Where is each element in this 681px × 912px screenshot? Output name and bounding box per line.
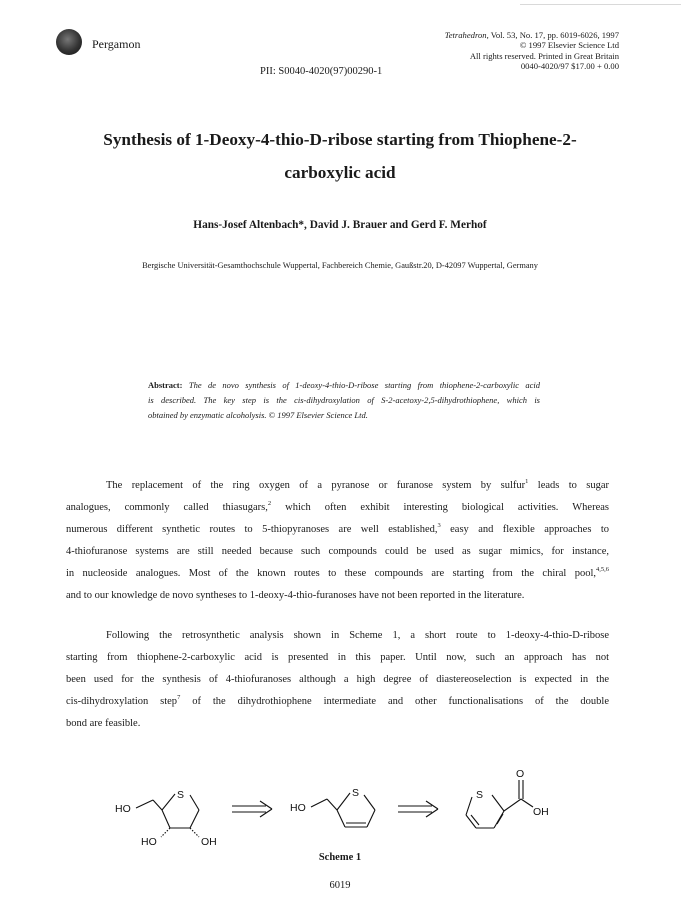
scheme-1-diagram — [0, 755, 681, 850]
paper-title-line-1: Synthesis of 1-Deoxy-4-thio-D-ribose starting from Thiophene-2- — [103, 130, 577, 149]
rights-line: All rights reserved. Printed in Great Britain — [469, 50, 619, 61]
abstract-line-2 — [148, 393, 540, 408]
page-number: 6019 — [329, 880, 351, 891]
publisher-logo-icon — [56, 29, 82, 55]
p1-text-2a: analogues, commonly called thiasugars, — [66, 502, 268, 513]
p2-line-1: Following the retrosynthetic analysis shown in Scheme 1, a short route to 1-deoxy-4-thio-D-ribose — [106, 630, 609, 641]
atom-label-oh-2: OH — [533, 806, 549, 818]
p2-line-2: starting from thiophene-2-carboxylic acid is presented in this paper. Until now, such an approach has not — [66, 652, 609, 663]
p1-text-1b: leads to sugar — [528, 480, 609, 491]
pii-identifier: PII: S0040-4020(97)00290-1 — [260, 66, 383, 77]
p1-text-3b: easy and flexible approaches to — [440, 524, 609, 535]
abstract-line-1 — [148, 378, 540, 393]
molecule-dihydrothiophene — [311, 793, 375, 827]
abstract-text-1: The de novo synthesis of 1-deoxy-4-thio-D-ribose starting from thiophene-2-carboxylic acid — [188, 380, 541, 390]
p1-line-5 — [66, 568, 609, 590]
journal-info — [445, 30, 619, 72]
p2-text-4b: of the dihydrothiophene intermediate and other functionalisations of the double — [180, 696, 609, 707]
molecule-thiophene-carboxylic-acid — [466, 780, 533, 828]
journal-details: , Vol. 53, No. 17, pp. 6019-6026, 1997 — [486, 30, 619, 40]
paragraph-1 — [66, 480, 609, 612]
issn-price-line: 0040-4020/97 $17.00 + 0.00 — [520, 61, 619, 72]
publisher-name: Pergamon — [92, 37, 141, 51]
p1-text-2b: which often exhibit interesting biological activities. Whereas — [271, 502, 609, 513]
p1-text-3a: numerous different synthetic routes to 5-thiopyranoses are well established, — [66, 524, 438, 535]
p1-line-3 — [66, 524, 609, 546]
ref-sup-1: 1 — [525, 478, 529, 485]
paragraph-2 — [66, 630, 609, 740]
abstract — [148, 378, 540, 423]
abstract-line-3 — [148, 408, 540, 423]
p1-line-6: and to our knowledge de novo syntheses to 1-deoxy-4-thio-furanoses have not been reported in the literature. — [66, 590, 525, 601]
p2-line-5: bond are feasible. — [66, 718, 141, 729]
retrosynthesis-arrow-2 — [398, 801, 438, 817]
copyright-line: © 1997 Elsevier Science Ltd — [519, 40, 619, 51]
atom-label-s-1: S — [177, 789, 185, 801]
molecule-thioribose — [136, 794, 199, 837]
p2-line-3: been used for the synthesis of 4-thiofuranoses although a high degree of diastereoselection is expected in the — [66, 674, 609, 685]
scheme-caption: Scheme 1 — [318, 852, 362, 863]
atom-label-ho-3: HO — [290, 802, 306, 814]
p1-line-1 — [66, 480, 609, 502]
p1-text-1a: The replacement of the ring oxygen of a pyranose or furanose system by sulfur — [106, 480, 526, 491]
atom-label-ho-2: HO — [141, 836, 157, 848]
atom-label-ho-1: HO — [115, 803, 131, 815]
p2-text-4a: cis-dihydroxylation step — [66, 696, 178, 707]
scheme-atom-labels — [115, 768, 549, 848]
atom-label-s-2: S — [352, 787, 360, 799]
ref-sup-7: 7 — [177, 694, 181, 701]
journal-name: Tetrahedron — [444, 30, 487, 40]
top-edge-rule — [520, 4, 681, 5]
abstract-label: Abstract: — [148, 380, 183, 390]
ref-sup-456: 4,5,6 — [596, 566, 609, 573]
ref-sup-3: 3 — [437, 522, 441, 529]
atom-label-oh-1: OH — [201, 836, 217, 848]
p1-line-4: 4-thiofuranose systems are still needed because such compounds could be used as sugar mimics, for instance, — [66, 546, 609, 557]
p1-line-2 — [66, 502, 609, 524]
p2-line-4 — [66, 696, 609, 718]
abstract-text-2: is described. The key step is the cis-dihydroxylation of S-2-acetoxy-2,5-dihydrothiophene, which is — [148, 395, 540, 405]
p1-text-5a: in nucleoside analogues. Most of the known routes to these compounds are starting from the chiral pool, — [66, 568, 596, 579]
authors: Hans-Josef Altenbach*, David J. Brauer and Gerd F. Merhof — [193, 219, 487, 231]
abstract-text-3: obtained by enzymatic alcoholysis. © 1997 Elsevier Science Ltd. — [148, 410, 368, 420]
retrosynthesis-arrow-1 — [232, 801, 272, 817]
paper-title-line-2: carboxylic acid — [284, 163, 396, 182]
ref-sup-2: 2 — [267, 500, 272, 507]
journal-citation — [445, 30, 619, 40]
affiliation: Bergische Universität-Gesamthochschule Wuppertal, Fachbereich Chemie, Gaußstr.20, D-42097 Wuppertal, Germany — [142, 261, 538, 270]
atom-label-s-3: S — [476, 789, 484, 801]
atom-label-o: O — [516, 768, 525, 780]
